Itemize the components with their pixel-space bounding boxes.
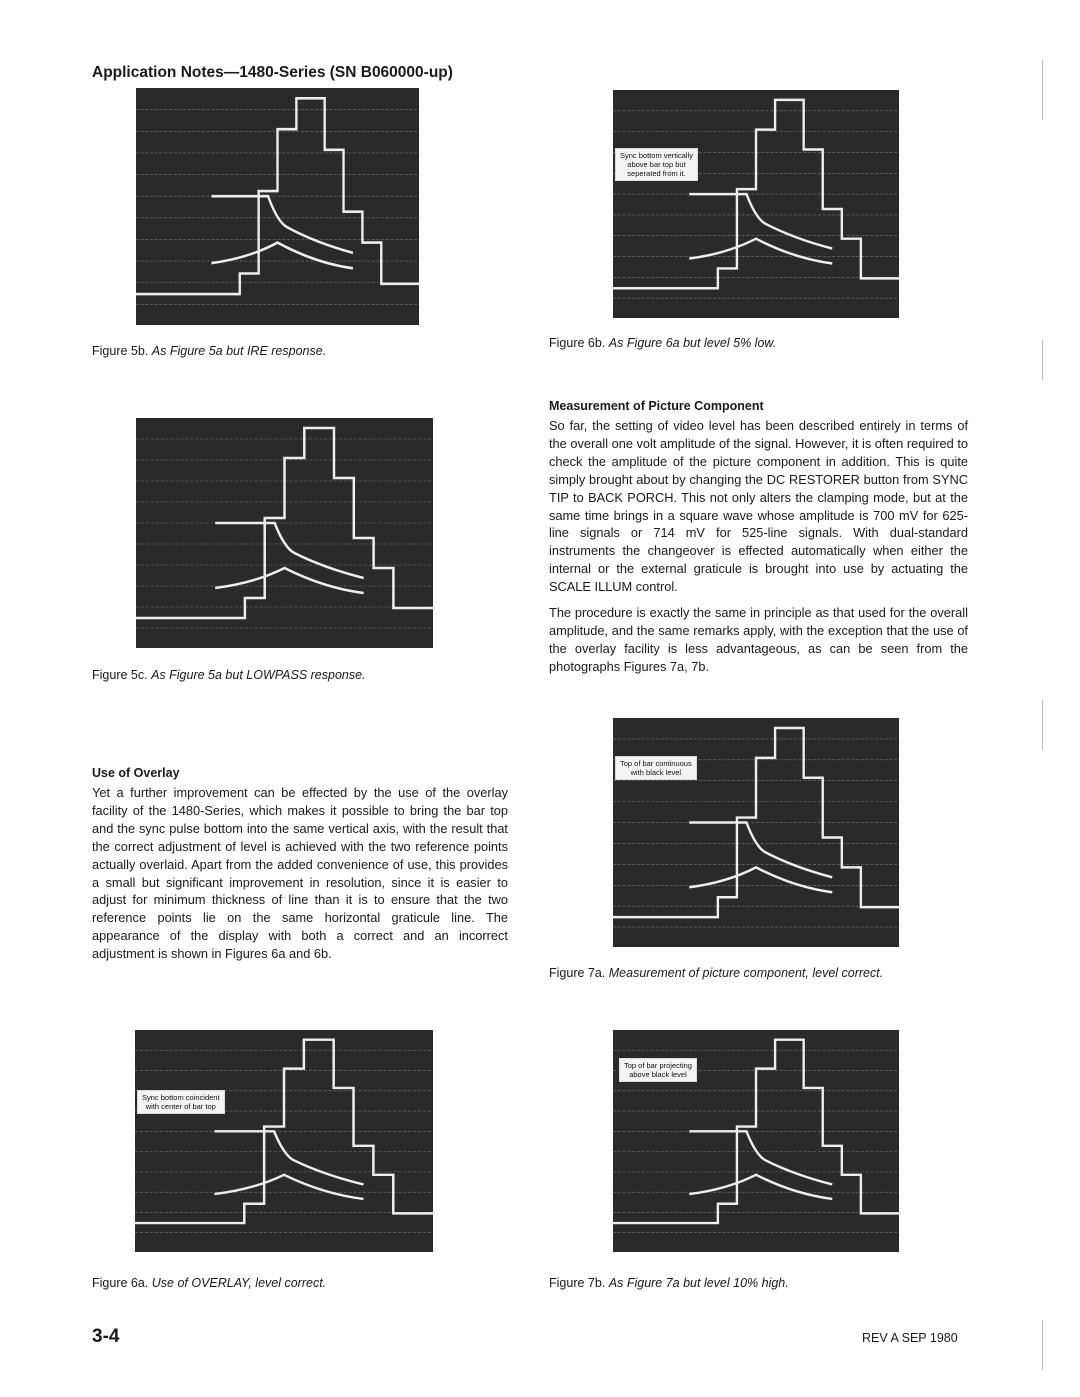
caption-fig7b: Figure 7b. As Figure 7a but level 10% high. (549, 1276, 789, 1290)
page-title: Application Notes—1480-Series (SN B060000-up) (92, 64, 453, 81)
annotation-fig6b: Sync bottom vertically above bar top but seperated from it. (615, 148, 698, 181)
oscillogram-fig7a (613, 718, 899, 947)
graticule-and-trace (136, 418, 433, 648)
margin-mark (1042, 700, 1043, 750)
overlay-paragraph: Yet a further improvement can be effected by the use of the overlay facility of the 1480-Series, which makes it possible to bring the bar top and the sync pulse bottom into the same vertical axis, with the result that the correct adjustment of level is achieved with the two reference points actually overlaid. Apart from the added convenience of use, this provides a small but significant improvement in resolution, since it is easier to adjust for minimum thickness of line than it is to ensure that the two reference points lie on the same horizontal graticule line. The appearance of the display with both a correct and an incorrect adjustment is shown in Figures 6a and 6b. (92, 785, 508, 962)
heading-use-of-overlay: Use of Overlay (92, 766, 180, 780)
margin-mark (1042, 340, 1043, 380)
oscillogram-fig6b (613, 90, 899, 318)
caption-fig6a: Figure 6a. Use of OVERLAY, level correct. (92, 1276, 327, 1290)
margin-mark (1042, 1320, 1043, 1370)
graticule-and-trace (136, 88, 419, 325)
annotation-fig7a: Top of bar continuous with black level (615, 756, 697, 780)
picture-paragraphs: So far, the setting of video level has been described entirely in terms of the overall one volt amplitude of the signal. However, it is often required to check the amplitude of the picture component in addition. This is quite simply brought about by changing the DC RESTORER button from SYNC TIP to BACK PORCH. This not only alters the clamping mode, but at the same time brings in a square wave whose amplitude is 700 mV for 625-line signals or 714 mV for 525-line signals. With dual-standard instruments the changeover is effected automatically when either the internal or the external graticule is brought into use by actuating the SCALE ILLUM control. The procedure is exactly the same in principle as that used for the overall amplitude, and the same remarks apply, with the exception that the use of the overlay facility is less advantageous, as can be seen from the photographs Figures 7a, 7b. (549, 418, 968, 674)
graticule-and-trace (613, 718, 899, 947)
caption-fig6b: Figure 6b. As Figure 6a but level 5% low. (549, 336, 777, 350)
revision-date: REV A SEP 1980 (862, 1331, 958, 1345)
oscillogram-fig6a (135, 1030, 433, 1252)
heading-measurement-picture-component: Measurement of Picture Component (549, 399, 764, 413)
oscillogram-fig5c (136, 418, 433, 648)
oscillogram-fig7b (613, 1030, 899, 1252)
graticule-and-trace (613, 90, 899, 318)
page-number: 3-4 (92, 1326, 120, 1347)
oscillogram-fig5b (136, 88, 419, 325)
annotation-fig7b: Top of bar projecting above black level (619, 1058, 697, 1082)
caption-fig5b: Figure 5b. As Figure 5a but IRE response. (92, 344, 327, 358)
caption-fig5c: Figure 5c. As Figure 5a but LOWPASS response. (92, 668, 366, 682)
annotation-fig6a: Sync bottom coincident with center of bar top (137, 1090, 225, 1114)
graticule-and-trace (135, 1030, 433, 1252)
margin-mark (1042, 60, 1043, 120)
caption-fig7a: Figure 7a. Measurement of picture component, level correct. (549, 966, 884, 980)
